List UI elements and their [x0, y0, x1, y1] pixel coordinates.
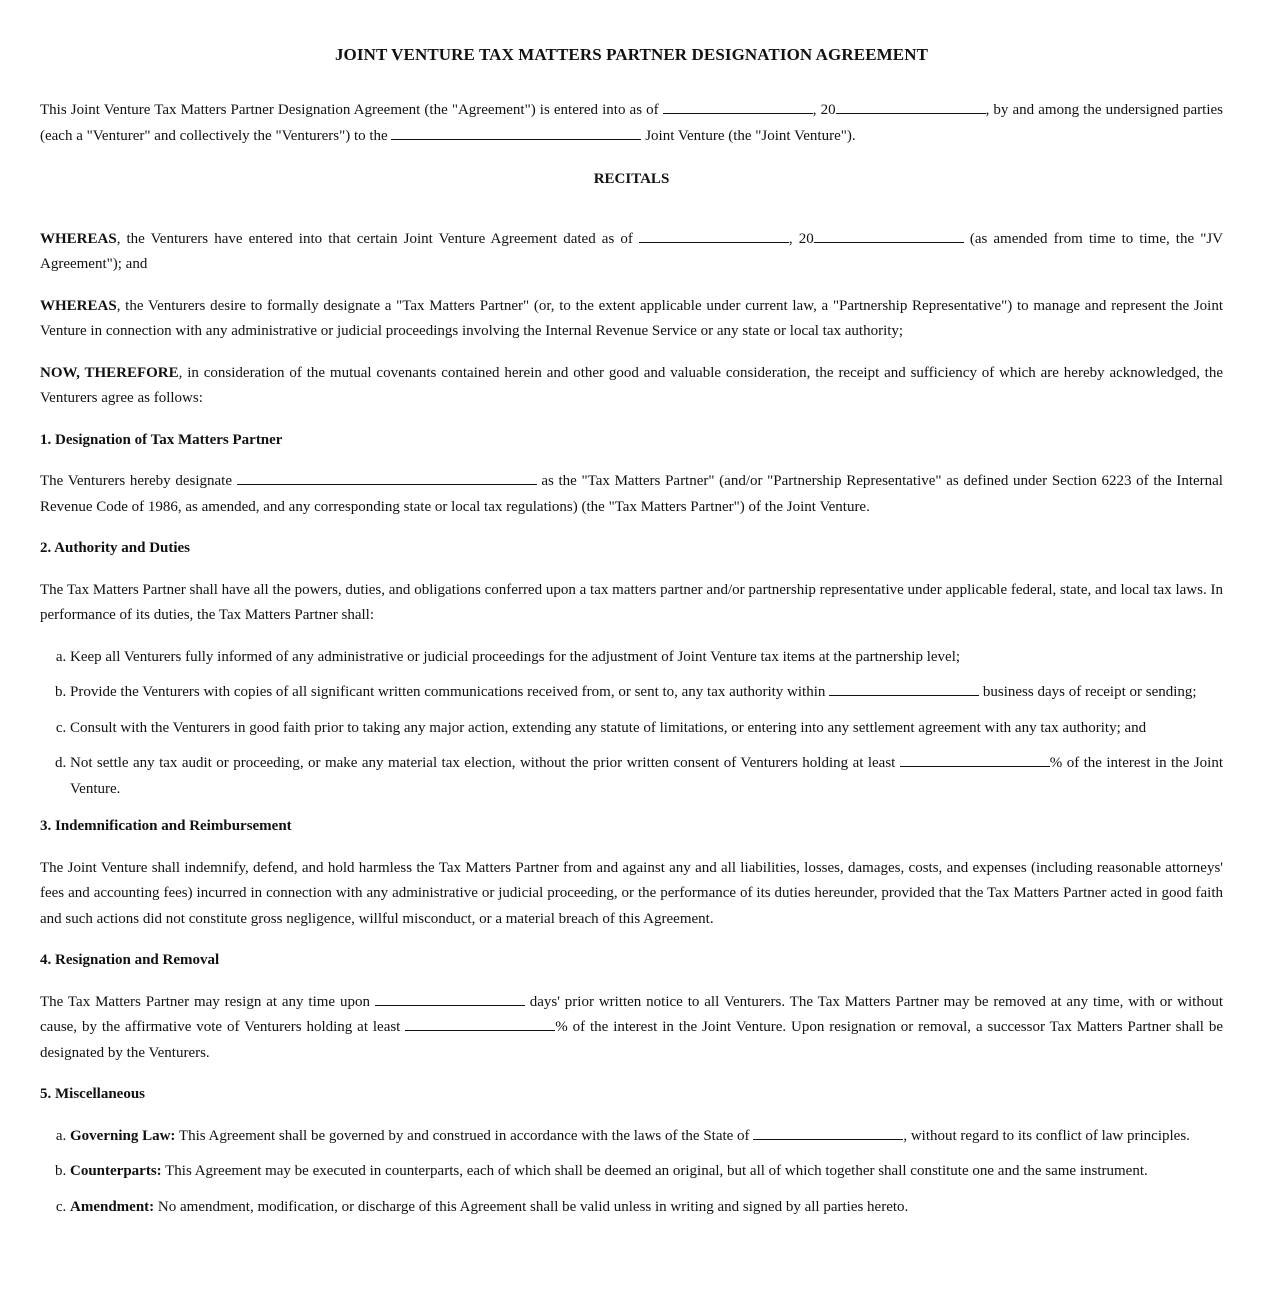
whereas-2-bold: WHEREAS	[40, 297, 117, 314]
section-2-heading: 2. Authority and Duties	[40, 540, 191, 556]
section-1-body	[40, 469, 1223, 520]
whereas-1-text-3: (as amended from time to time, the "JV Agreement"); and	[40, 230, 1223, 272]
tax-matters-partner-name-blank	[237, 469, 537, 485]
now-therefore-text: , in consideration of the mutual covenants contained herein and other good and valuable consideration, the receipt and sufficiency of which are hereby acknowledged, the Venturers agree as follows:	[40, 364, 1223, 406]
section-3-heading: 3. Indemnification and Reimbursement	[40, 818, 292, 834]
section-2-body: The Tax Matters Partner shall have all the powers, duties, and obligations conferred upon a tax matters partner and/or partnership representative under applicable federal, state, and local tax laws. In performance of its duties, the Tax Matters Partner shall:	[40, 581, 1223, 623]
whereas-paragraph-2	[40, 294, 1223, 345]
section-5-heading: 5. Miscellaneous	[40, 1086, 145, 1102]
intro-text-1: This Joint Venture Tax Matters Partner Designation Agreement (the "Agreement") is entered into as of	[40, 102, 663, 118]
removal-percentage-blank	[405, 1015, 555, 1031]
document-title: JOINT VENTURE TAX MATTERS PARTNER DESIGNATION AGREEMENT	[334, 45, 929, 64]
recitals-heading: RECITALS	[593, 171, 670, 187]
effective-year-blank	[836, 98, 986, 114]
duty-item-a: a. Keep all Venturers fully informed of any administrative or judicial proceedings for the adjustment of Joint Venture tax items at the partnership level;	[70, 645, 1223, 671]
duty-item-b: b. Provide the Venturers with copies of all significant written communications received from, or sent to, any tax authority within business days of receipt or sending;	[70, 680, 1223, 706]
intro-text-2: , 20	[812, 102, 836, 118]
intro-text-3: , by and among the undersigned parties (each a "Venturer" and collectively the "Venturers") to the	[40, 102, 1223, 144]
now-therefore-paragraph	[40, 361, 1223, 412]
whereas-1-text-2: , 20	[788, 230, 814, 247]
notice-days-blank	[375, 990, 525, 1006]
section-1-text-2: as the "Tax Matters Partner" (and/or "Partnership Representative" as defined under Section 6223 of the Internal Revenue Code of 1986, as amended, and any corresponding state or local tax regulations) (the "Tax Matters Partner") of the Joint Venture.	[40, 473, 1223, 515]
whereas-1-text-1: , the Venturers have entered into that certain Joint Venture Agreement dated as of	[116, 230, 639, 247]
consent-percentage-blank	[900, 751, 1050, 767]
business-days-blank	[829, 680, 979, 696]
now-therefore-bold: NOW, THEREFORE	[40, 364, 179, 381]
jv-agreement-year-blank	[814, 227, 964, 243]
duty-item-d: d. Not settle any tax audit or proceeding, or make any material tax election, without the prior written consent of Venturers holding at least % of the interest in the Joint Venture.	[70, 751, 1223, 802]
intro-paragraph	[40, 98, 1223, 149]
misc-item-counterparts: b. Counterparts: This Agreement may be executed in counterparts, each of which shall be deemed an original, but all of which together shall constitute one and the same instrument.	[70, 1159, 1223, 1185]
jv-agreement-date-blank	[639, 227, 789, 243]
section-2-duties-list	[40, 645, 1223, 803]
effective-date-blank	[663, 98, 813, 114]
section-1-heading: 1. Designation of Tax Matters Partner	[40, 431, 283, 448]
whereas-1-bold: WHEREAS	[40, 230, 117, 247]
section-5-misc-list	[40, 1124, 1223, 1221]
intro-text-4: Joint Venture (the "Joint Venture").	[641, 127, 856, 144]
duty-item-c: c. Consult with the Venturers in good faith prior to taking any major action, extending any statute of limitations, or entering into any settlement agreement with any tax authority; and	[70, 716, 1223, 742]
whereas-2-text: , the Venturers desire to formally designate a "Tax Matters Partner" (or, to the extent applicable under current law, a "Partnership Representative") to manage and represent the Joint Venture in connection with any administrative or judicial proceedings involving the Internal Revenue Service or any state or local tax authority;	[40, 297, 1223, 339]
section-4-body: The Tax Matters Partner may resign at any time upon days' prior written notice to all Venturers. The Tax Matters Partner may be removed at any time, with or without cause, by the affirmative vote of Venturers holding at least % of the interest in the Joint Venture. Upon resignation or removal, a successor Tax Matters Partner shall be designated by the Venturers.	[40, 990, 1223, 1067]
section-4-heading: 4. Resignation and Removal	[40, 952, 220, 968]
joint-venture-name-blank	[391, 124, 641, 140]
section-3-body: The Joint Venture shall indemnify, defend, and hold harmless the Tax Matters Partner from and against any and all liabilities, losses, damages, costs, and expenses (including reasonable attorneys' fees and accounting fees) incurred in connection with any administrative or judicial proceeding, or the performance of its duties hereunder, provided that the Tax Matters Partner acted in good faith and such actions did not constitute gross negligence, willful misconduct, or a material breach of this Agreement.	[40, 859, 1223, 927]
misc-item-amendment: c. Amendment: No amendment, modification, or discharge of this Agreement shall be valid unless in writing and signed by all parties hereto.	[70, 1195, 1223, 1221]
governing-state-blank	[753, 1124, 903, 1140]
whereas-paragraph-1	[40, 227, 1223, 278]
misc-item-governing-law: a. Governing Law: This Agreement shall be governed by and construed in accordance with the laws of the State of , without regard to its conflict of law principles.	[70, 1124, 1223, 1150]
section-1-text-1: The Venturers hereby designate	[40, 473, 237, 489]
